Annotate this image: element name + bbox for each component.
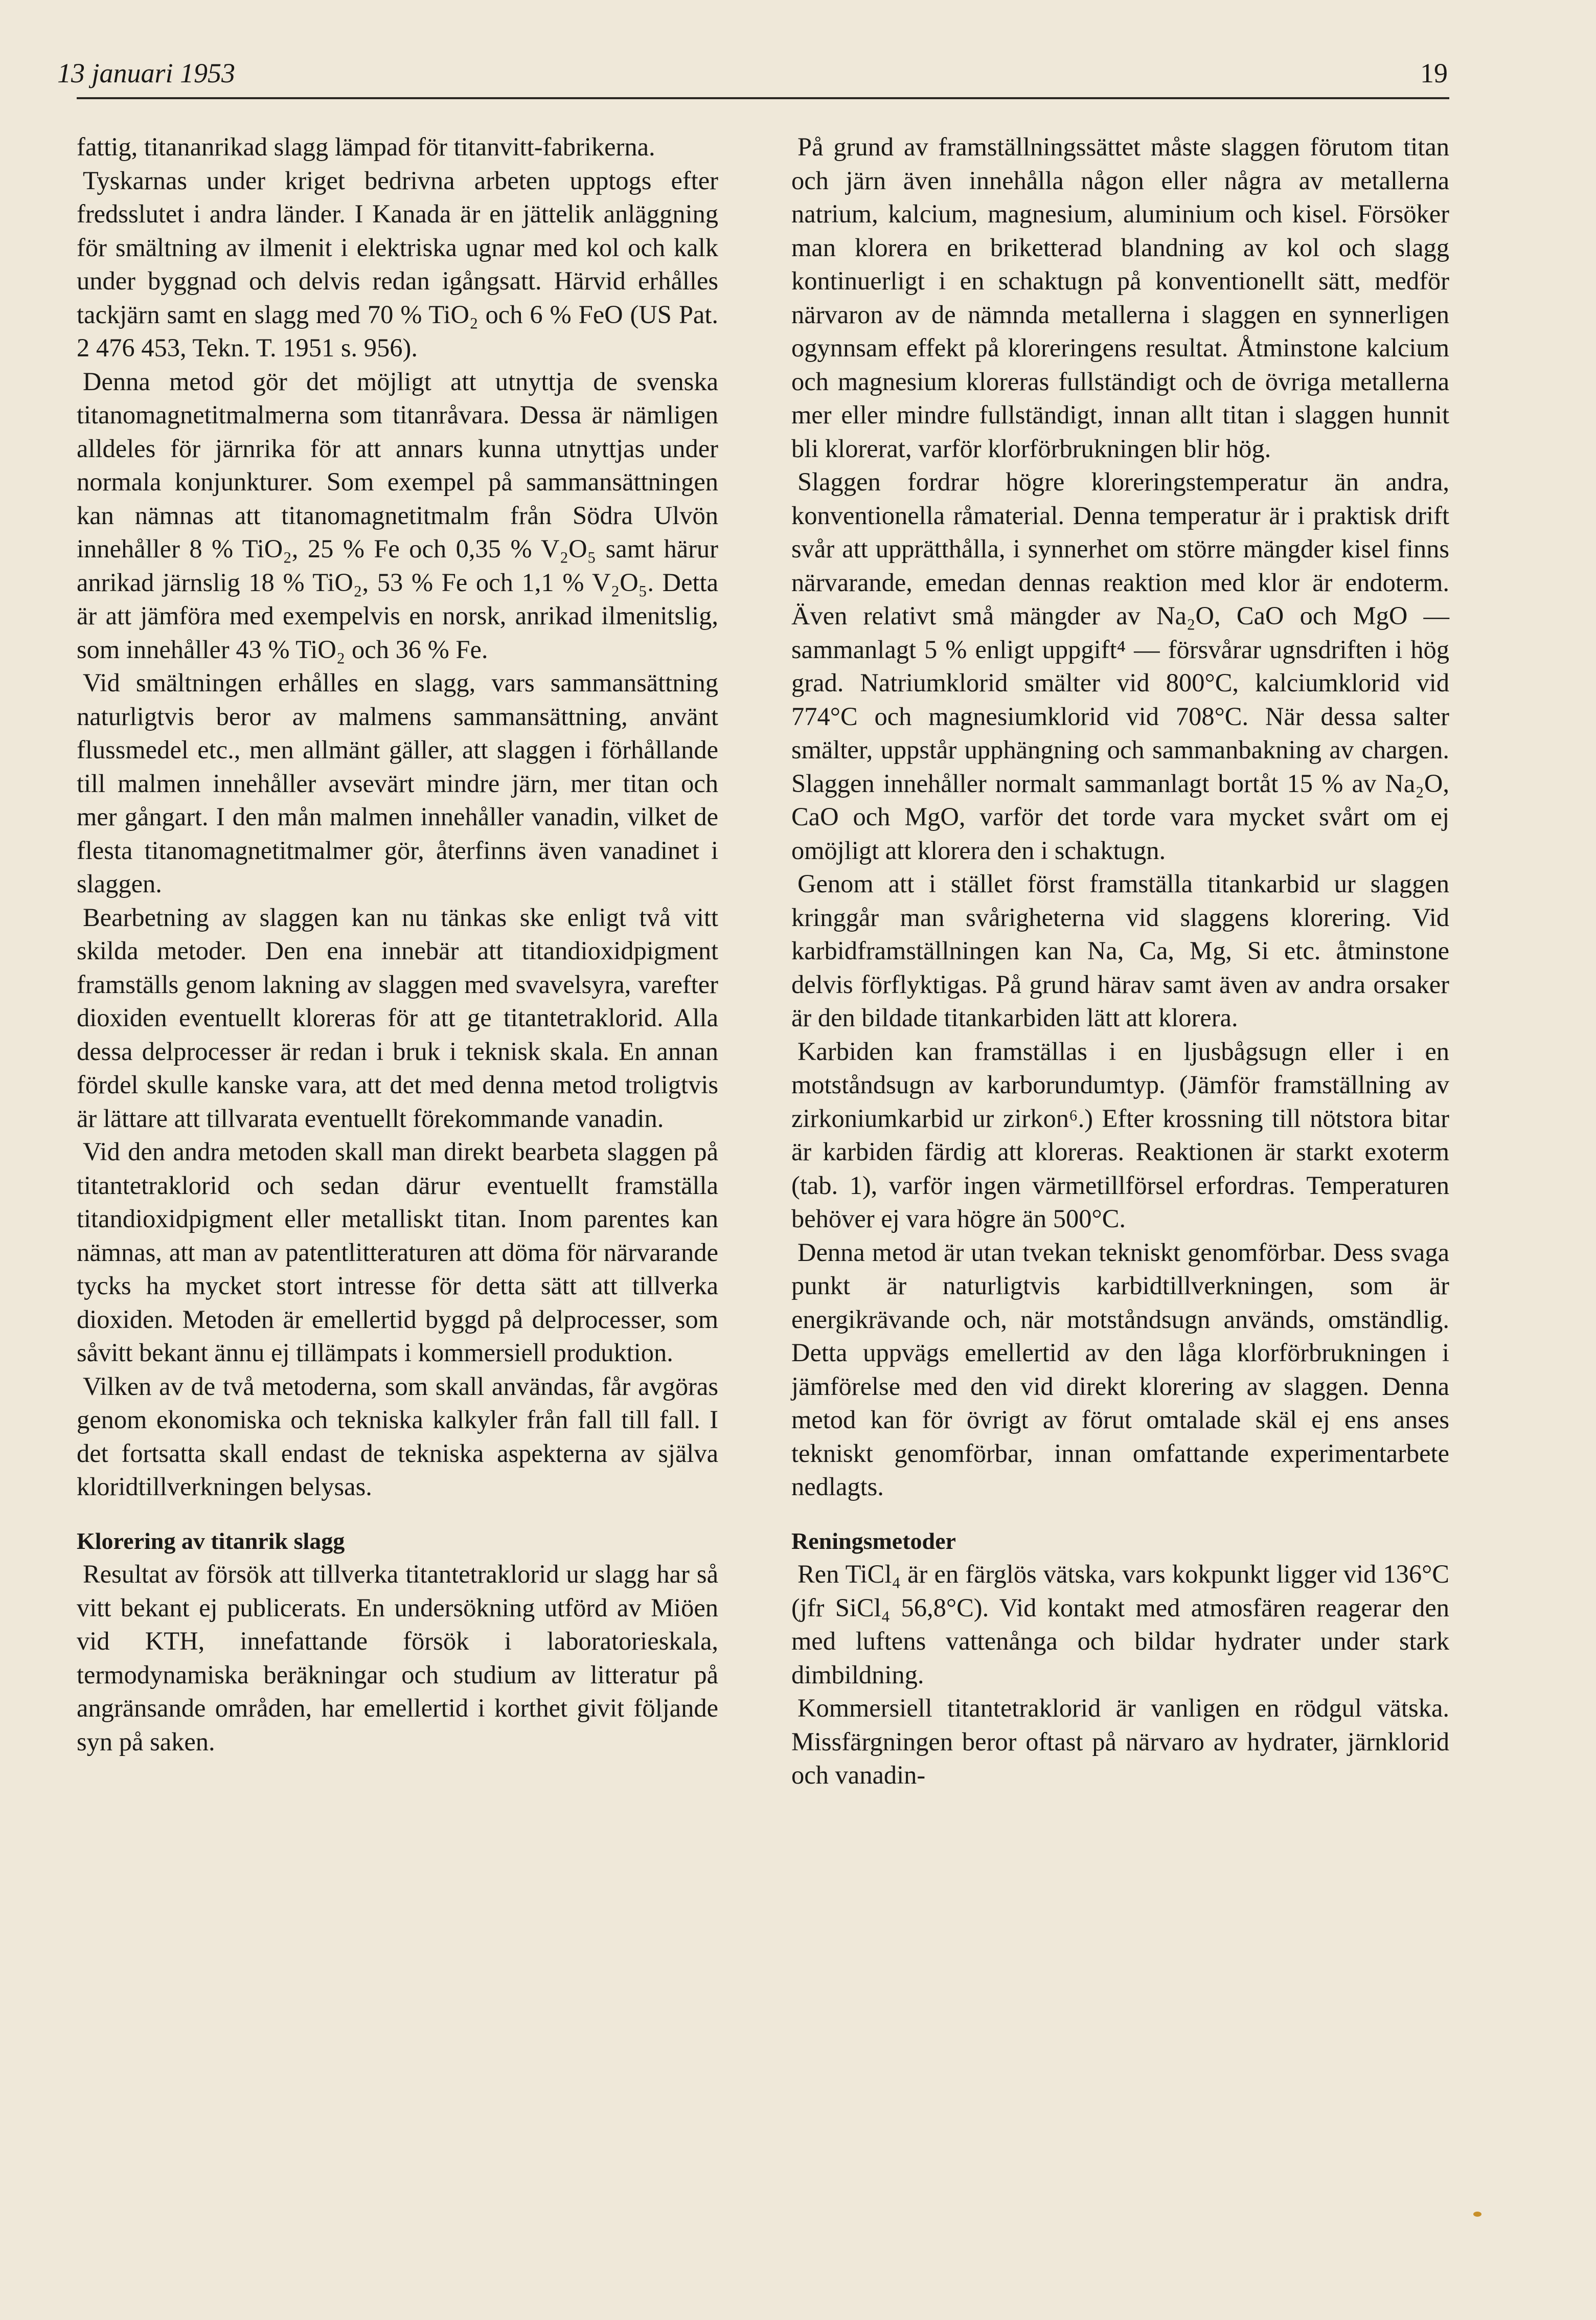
ink-spot [1473,2212,1481,2217]
left-paragraph-2: Tyskarnas under kriget bedrivna arbeten upptogs efter fredsslutet i andra länder. I Kanada är en jättelik anläggning för smältning av ilmenit i elektriska ugnar med kol och kalk under byggnad och delvis redan igångsatt. Härvid erhålles tackjärn samt en slagg med 70 % TiO₂ och 6 % FeO (US Pat. 2 476 453, Tekn. T. 1951 s. 956). [77,166,718,362]
right-paragraph-1: På grund av framställningssättet måste slaggen förutom titan och järn även innehålla någon eller några av metallerna natrium, kalcium, magnesium, aluminium och kisel. Försöker man klorera en briketterad blandning av kol och slagg kontinuerligt i en schaktugn på konventionellt sätt, medför närvaron av de nämnda metallerna i slaggen en synnerligen ogynnsam effekt på kloreringens resultat. Åtminstone kalcium och magnesium kloreras fullständigt och de övriga metallerna mer eller mindre fullständigt, innan allt titan i slaggen hunnit bli klorerat, varför klorförbrukningen blir hög. [791,132,1449,463]
right-paragraph-7: Kommersiell titantetraklorid är vanligen en rödgul vätska. Missfärgningen beror oftast på närvaro av hydrater, järnklorid och vanadin- [791,1694,1449,1789]
left-paragraph-7: Vilken av de två metoderna, som skall användas, får avgöras genom ekonomiska och tekniska kalkyler från fall till fall. I det fortsatta skall endast de tekniska aspekterna av själva kloridtillverkningen belysas. [77,1371,718,1501]
left-paragraph-4: Vid smältningen erhålles en slagg, vars sammansättning naturligtvis beror av malmens sammansättning, använt flussmedel etc., men allmänt gäller, att slaggen i förhållande till malmen innehåller avsevärt mindre järn, mer titan och mer gångart. I den mån malmen innehåller vanadin, vilket de flesta titanomagnetitmalmer gör, återfinns även vanadinet i slaggen. [77,668,718,898]
right-paragraph-6: Ren TiCl₄ är en färglös vätska, vars kokpunkt ligger vid 136°C (jfr SiCl₄ 56,8°C). Vid kontakt med atmosfären reagerar den med luftens vattenånga och bildar hydrater under stark dimbildning. [791,1560,1449,1689]
right-column [791,130,1449,1792]
left-column [77,130,718,1759]
section-heading-klorering: Klorering av titanrik slagg [77,1527,345,1554]
page-header [57,48,1448,89]
right-paragraph-5: Denna metod är utan tvekan tekniskt genomförbar. Dess svaga punkt är naturligtvis karbidtillverkningen, som är energikrävande och, när motståndsugn används, omständlig. Detta uppvägs emellertid av den låga klorförbrukningen i jämförelse med den vid direkt klorering av slaggen. Denna metod kan för övrigt av förut omtalade skäl ej ens anses tekniskt genomförbar, innan omfattande experimentarbete nedlagts. [791,1237,1449,1501]
right-paragraph-2: Slaggen fordrar högre kloreringstemperatur än andra, konventionella råmaterial. Denna temperatur är i praktisk drift svår att upprätthålla, i synnerhet om större mängder kisel finns närvarande, emedan dennas reaktion med klor är endoterm. Även relativt små mängder av Na₂O, CaO och MgO — sammanlagt 5 % enligt uppgift⁴ — försvårar ugnsdriften i hög grad. Natriumklorid smälter vid 800°C, kalciumklorid vid 774°C och magnesiumklorid vid 708°C. När dessa salter smälter, uppstår upphängning och sammanbakning av chargen. Slaggen innehåller normalt sammanlagt bortåt 15 % av Na₂O, CaO och MgO, varför det torde vara mycket svårt om ej omöjligt att klorera den i schaktugn. [791,467,1449,865]
left-paragraph-1: fattig, titananrikad slagg lämpad för titanvitt-fabrikerna. [77,132,655,161]
header-date: 13 januari 1953 [57,58,236,88]
right-paragraph-3: Genom att i stället först framställa titankarbid ur slaggen kringgår man svårigheterna vid slaggens klorering. Vid karbidframställningen kan Na, Ca, Mg, Si etc. åtminstone delvis förflyktigas. På grund härav samt även av andra orsaker är den bildade titankarbiden lätt att klorera. [791,869,1449,1032]
left-paragraph-6: Vid den andra metoden skall man direkt bearbeta slaggen på titantetraklorid och sedan därur eventuellt framställa titandioxidpigment eller metalliskt titan. Inom parentes kan nämnas, att man av patentlitteraturen att döma för närvarande tycks ha mycket stort intresse för detta sätt att tillverka dioxiden. Metoden är emellertid byggd på delprocesser, som såvitt bekant ännu ej tillämpats i kommersiell produktion. [77,1137,718,1367]
section-heading-reningsmetoder: Reningsmetoder [791,1527,956,1554]
left-paragraph-3: Denna metod gör det möjligt att utnyttja de svenska titanomagnetitmalmerna som titanråvara. Dessa är nämligen alldeles för järnrika för att annars kunna utnyttjas under normala konjunkturer. Som exempel på sammansättningen kan nämnas att titanomagnetitmalm från Södra Ulvön innehåller 8 % TiO₂, 25 % Fe och 0,35 % V₂O₅ samt härur anrikad järnslig 18 % TiO₂, 53 % Fe och 1,1 % V₂O₅. Detta är att jämföra med exempelvis en norsk, anrikad ilmenitslig, som innehåller 43 % TiO₂ och 36 % Fe. [77,367,718,664]
header-rule [77,97,1449,99]
right-paragraph-4: Karbiden kan framställas i en ljusbågsugn eller i en motståndsugn av karborundumtyp. (Jämför framställning av zirkoniumkarbid ur zirkon⁶.) Efter krossning till nötstora bitar är karbiden färdig att kloreras. Reaktionen är starkt exoterm (tab. 1), varför ingen värmetillförsel erfordras. Temperaturen behöver ej vara högre än 500°C. [791,1037,1449,1233]
left-paragraph-8: Resultat av försök att tillverka titantetraklorid ur slagg har så vitt bekant ej publicerats. En undersökning utförd av Miöen vid KTH, innefattande försök i laboratorieskala, termodynamiska beräkningar och studium av litteratur på angränsande områden, har emellertid i korthet givit följande syn på saken. [77,1560,718,1756]
page-number: 19 [1420,58,1448,88]
left-paragraph-5: Bearbetning av slaggen kan nu tänkas ske enligt två vitt skilda metoder. Den ena innebär att titandioxidpigment framställs genom lakning av slaggen med svavelsyra, varefter dioxiden eventuellt kloreras för att ge titantetraklorid. Alla dessa delprocesser är redan i bruk i teknisk skala. En annan fördel skulle kanske vara, att det med denna metod troligtvis är lättare att tillvarata eventuellt förekommande vanadin. [77,903,718,1133]
